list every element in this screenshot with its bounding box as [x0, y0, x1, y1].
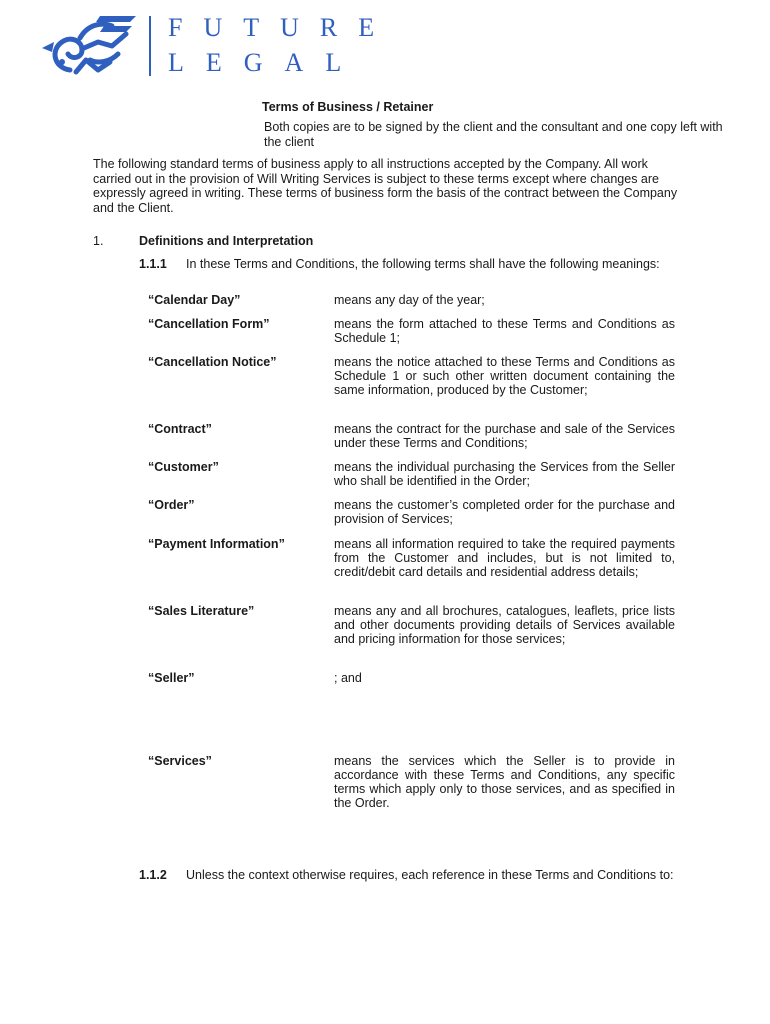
- definition-meaning: means all information required to take the required payments from the Customer and includes, but is not limited to, credit/debit card details and residential address details;: [334, 537, 675, 579]
- logo-text-future: FUTURE: [168, 13, 396, 42]
- griffin-emblem-icon: [40, 12, 136, 78]
- clause-1-1-1: [139, 257, 699, 273]
- definition-meaning: means the customer’s completed order for the purchase and provision of Services;: [334, 498, 675, 526]
- definition-meaning: means the individual purchasing the Services from the Seller who shall be identified in the Order;: [334, 460, 675, 488]
- clause-text: Unless the context otherwise requires, each reference in these Terms and Conditions to:: [186, 868, 674, 882]
- clause-text: In these Terms and Conditions, the following terms shall have the following meanings:: [186, 257, 660, 271]
- logo-divider: [149, 16, 151, 76]
- section-number: 1.: [93, 234, 104, 248]
- section-title: Definitions and Interpretation: [139, 234, 314, 248]
- definition-meaning: means any day of the year;: [334, 293, 485, 307]
- definition-term: “Order”: [148, 498, 195, 512]
- definition-term: “Seller”: [148, 671, 195, 685]
- definition-term: “Sales Literature”: [148, 604, 255, 618]
- logo-text-legal: LEGAL: [168, 48, 364, 77]
- clause-1-1-2: [139, 868, 699, 900]
- definition-meaning: means the notice attached to these Terms and Conditions as Schedule 1 or such other written document containing the same information, produced by the Customer;: [334, 355, 675, 397]
- definition-term: “Cancellation Form”: [148, 317, 270, 331]
- definition-meaning: means the form attached to these Terms and Conditions as Schedule 1;: [334, 317, 675, 345]
- document-subtitle: Both copies are to be signed by the client and the consultant and one copy left with the client: [264, 120, 723, 149]
- definition-term: “Payment Information”: [148, 537, 285, 551]
- definition-meaning: means the services which the Seller is to provide in accordance with these Terms and Conditions, any specific terms which apply only to those services, and as specified in the Order.: [334, 754, 675, 810]
- future-legal-logo: [40, 12, 396, 82]
- definition-meaning: means any and all brochures, catalogues, leaflets, price lists and other documents providing details of Services available and pricing information for those services;: [334, 604, 675, 646]
- document-title: Terms of Business / Retainer: [262, 100, 434, 114]
- definition-meaning: means the contract for the purchase and sale of the Services under these Terms and Conditions;: [334, 422, 675, 450]
- clause-number: 1.1.1: [139, 257, 167, 271]
- clause-number: 1.1.2: [139, 868, 167, 882]
- definition-term: “Contract”: [148, 422, 212, 436]
- definition-term: “Cancellation Notice”: [148, 355, 277, 369]
- definition-term: “Services”: [148, 754, 212, 768]
- definition-term: “Customer”: [148, 460, 219, 474]
- intro-paragraph: The following standard terms of business apply to all instructions accepted by the Company. All work carried out in the provision of Will Writing Services is subject to these terms except where changes are expressly agreed in writing. These terms of business form the basis of the contract between the Company and the Client.: [93, 157, 678, 215]
- definition-term: “Calendar Day”: [148, 293, 241, 307]
- definition-meaning: ; and: [334, 671, 362, 685]
